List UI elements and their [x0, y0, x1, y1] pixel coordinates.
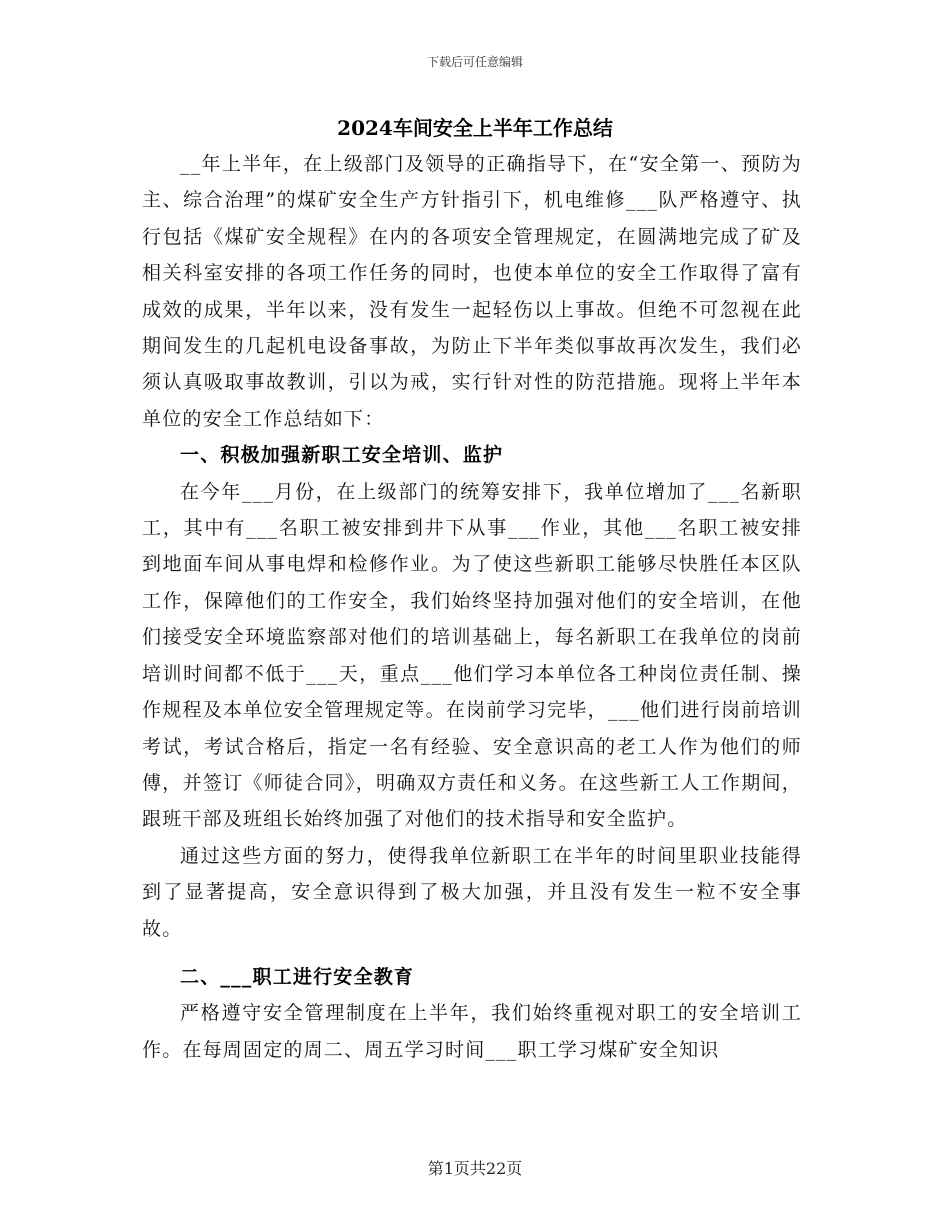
section-heading-2: 二、___职工进行安全教育 [180, 965, 415, 988]
document-title: 2024车间安全上半年工作总结 [337, 116, 613, 140]
section-2-paragraph-1: 严格遵守安全管理制度在上半年，我们始终重视对职工的安全培训工作。在每周固定的周二、周五学习时间___职工学习煤矿安全知识 [142, 1002, 802, 1061]
intro-paragraph: __年上半年，在上级部门及领导的正确指导下，在“安全第一、预防为主、综合治理”的煤矿安全生产方针指引下，机电维修___队严格遵守、执行包括《煤矿安全规程》在内的各项安全管理规定，在圆满地完成了矿及相关科室安排的各项工作任务的同时，也使本单位的安全工作取得了富有成效的成果，半年以来，没有发生一起轻伤以上事故。但绝不可忽视在此期间发生的几起机电设备事故，为防止下半年类似事故再次发生，我们必须认真吸取事故教训，引以为戒，实行针对性的防范措施。现将上半年本单位的安全工作总结如下： [142, 153, 802, 430]
page-number: 第1页共22页 [427, 1159, 523, 1178]
document-body [142, 146, 802, 1068]
section-heading-1: 一、积极加强新职工安全培训、监护 [180, 444, 504, 467]
section-1-paragraph-2: 通过这些方面的努力，使得我单位新职工在半年的时间里职业技能得到了显著提高，安全意识得到了极大加强，并且没有发生一粒不安全事故。 [142, 844, 802, 940]
section-spacer [142, 947, 802, 959]
section-1-paragraph-1: 在今年___月份，在上级部门的统筹安排下，我单位增加了___名新职工，其中有___名职工被安排到井下从事___作业，其他___名职工被安排到地面车间从事电焊和检修作业。为了使这些新职工能够尽快胜任本区队工作，保障他们的工作安全，我们始终坚持加强对他们的安全培训，在他们接受安全环境监察部对他们的培训基础上，每名新职工在我单位的岗前培训时间都不低于___天，重点___他们学习本单位各工种岗位责任制、操作规程及本单位安全管理规定等。在岗前学习完毕，___他们进行岗前培训考试，考试合格后，指定一名有经验、安全意识高的老工人作为他们的师傅，并签订《师徒合同》，明确双方责任和义务。在这些新工人工作期间，跟班干部及班组长始终加强了对他们的技术指导和安全监护。 [142, 480, 802, 831]
header-note: 下载后可任意编辑 [426, 55, 523, 69]
